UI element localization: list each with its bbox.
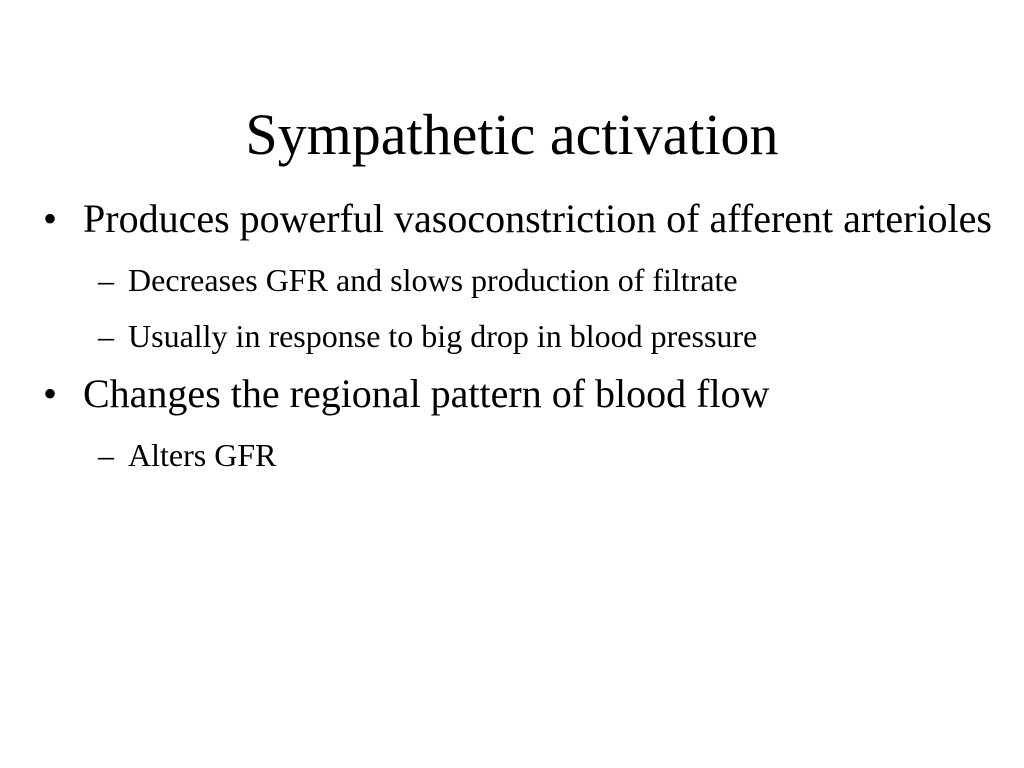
bullet-marker: • <box>43 371 58 416</box>
bullet-text: Produces powerful vasoconstriction of afferent arterioles <box>83 196 992 241</box>
sub-bullet-text: Alters GFR <box>128 437 277 473</box>
sub-bullet-text: Decreases GFR and slows production of filtrate <box>128 262 738 298</box>
bullet-text: Changes the regional pattern of blood flow <box>83 371 770 416</box>
slide-body <box>0 192 1024 476</box>
sub-bullet-item <box>0 434 1024 476</box>
bullet-item <box>0 367 1024 420</box>
bullet-item <box>0 192 1024 245</box>
sub-bullet-marker: – <box>98 318 114 354</box>
sub-bullet-marker: – <box>98 437 114 473</box>
sub-bullet-item <box>0 259 1024 301</box>
sub-bullet-marker: – <box>98 262 114 298</box>
sub-bullet-item <box>0 315 1024 357</box>
bullet-marker: • <box>43 196 58 241</box>
sub-bullet-text: Usually in response to big drop in blood pressure <box>128 318 758 354</box>
slide-title: Sympathetic activation <box>245 102 779 167</box>
